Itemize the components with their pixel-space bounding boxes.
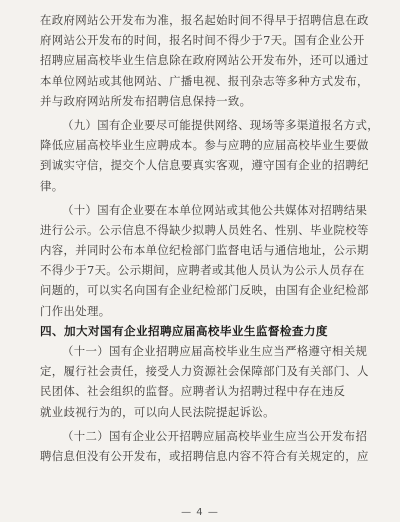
text-line: 民团体、社会组织的监督。应聘者认为招聘过程中存在违反 bbox=[40, 384, 346, 399]
paragraph-item-9 bbox=[40, 115, 379, 196]
text-line: 府网站公开发布的时间，报名时间不得少于7天。国有企业公开 bbox=[40, 33, 365, 48]
text-line: 定，履行社会责任，接受人力资源社会保障部门及有关部门、人 bbox=[40, 364, 369, 379]
text-line: 聘信息但没有公开发布，或招聘信息内容不符合有关规定的，应 bbox=[40, 448, 369, 463]
paragraph-item-12 bbox=[40, 426, 369, 466]
text-line: 招聘应届高校毕业生信息除在政府网站公开发布外，还可以通过 bbox=[40, 53, 369, 68]
text-line: 内容，并同时公布本单位纪检部门监督电话与通信地址，公示期 bbox=[40, 243, 369, 258]
text-line: （十一）国有企业招聘应届高校毕业生应当严格遵守相关规 bbox=[62, 344, 368, 358]
page-number bbox=[0, 507, 400, 518]
text-line: 到诚实守信，提交个人信息要真实客观，遵守国有企业的招聘纪 bbox=[40, 158, 369, 173]
text-line: 进行公示。公示信息不得缺少拟聘人员姓名、性别、毕业院校等 bbox=[40, 222, 369, 237]
paragraph-item-11 bbox=[40, 341, 369, 422]
page-number-text: — 4 — bbox=[181, 507, 219, 518]
text-line: 就业歧视行为的，可以向人民法院提起诉讼。 bbox=[40, 404, 275, 419]
section-heading: 四、加大对国有企业招聘应届高校毕业生监督检查力度 bbox=[40, 323, 328, 338]
paragraph-registration-period bbox=[40, 10, 369, 111]
text-line: 在政府网站公开发布为准，报名起始时间不得早于招聘信息在政 bbox=[40, 13, 369, 27]
text-line: （十）国有企业要在本单位网站或其他公共媒体对招聘结果 bbox=[62, 202, 368, 217]
text-line: 律。 bbox=[40, 178, 64, 193]
text-line: 不得少于7天。公示期间，应聘者或其他人员认为公示人员存在 bbox=[40, 263, 365, 278]
text-line: （十二）国有企业公开招聘应届高校毕业生应当公开发布招 bbox=[62, 428, 368, 443]
paragraph-item-10 bbox=[40, 200, 369, 321]
text-line: 降低应届高校毕业生应聘成本。参与应聘的应届高校毕业生要做 bbox=[40, 138, 369, 153]
text-line: （九）国有企业要尽可能提供网络、现场等多渠道报名方式， bbox=[62, 117, 379, 132]
text-line: 问题的，可以实名向国有企业纪检部门反映，由国有企业纪检部 bbox=[40, 283, 369, 298]
text-line: 并与政府网站所发布招聘信息保持一致。 bbox=[40, 93, 252, 108]
text-line: 本单位网站或其他网站、广播电视、报刊杂志等多种方式发布， bbox=[40, 73, 369, 88]
text-line: 门作出处理。 bbox=[40, 303, 111, 318]
